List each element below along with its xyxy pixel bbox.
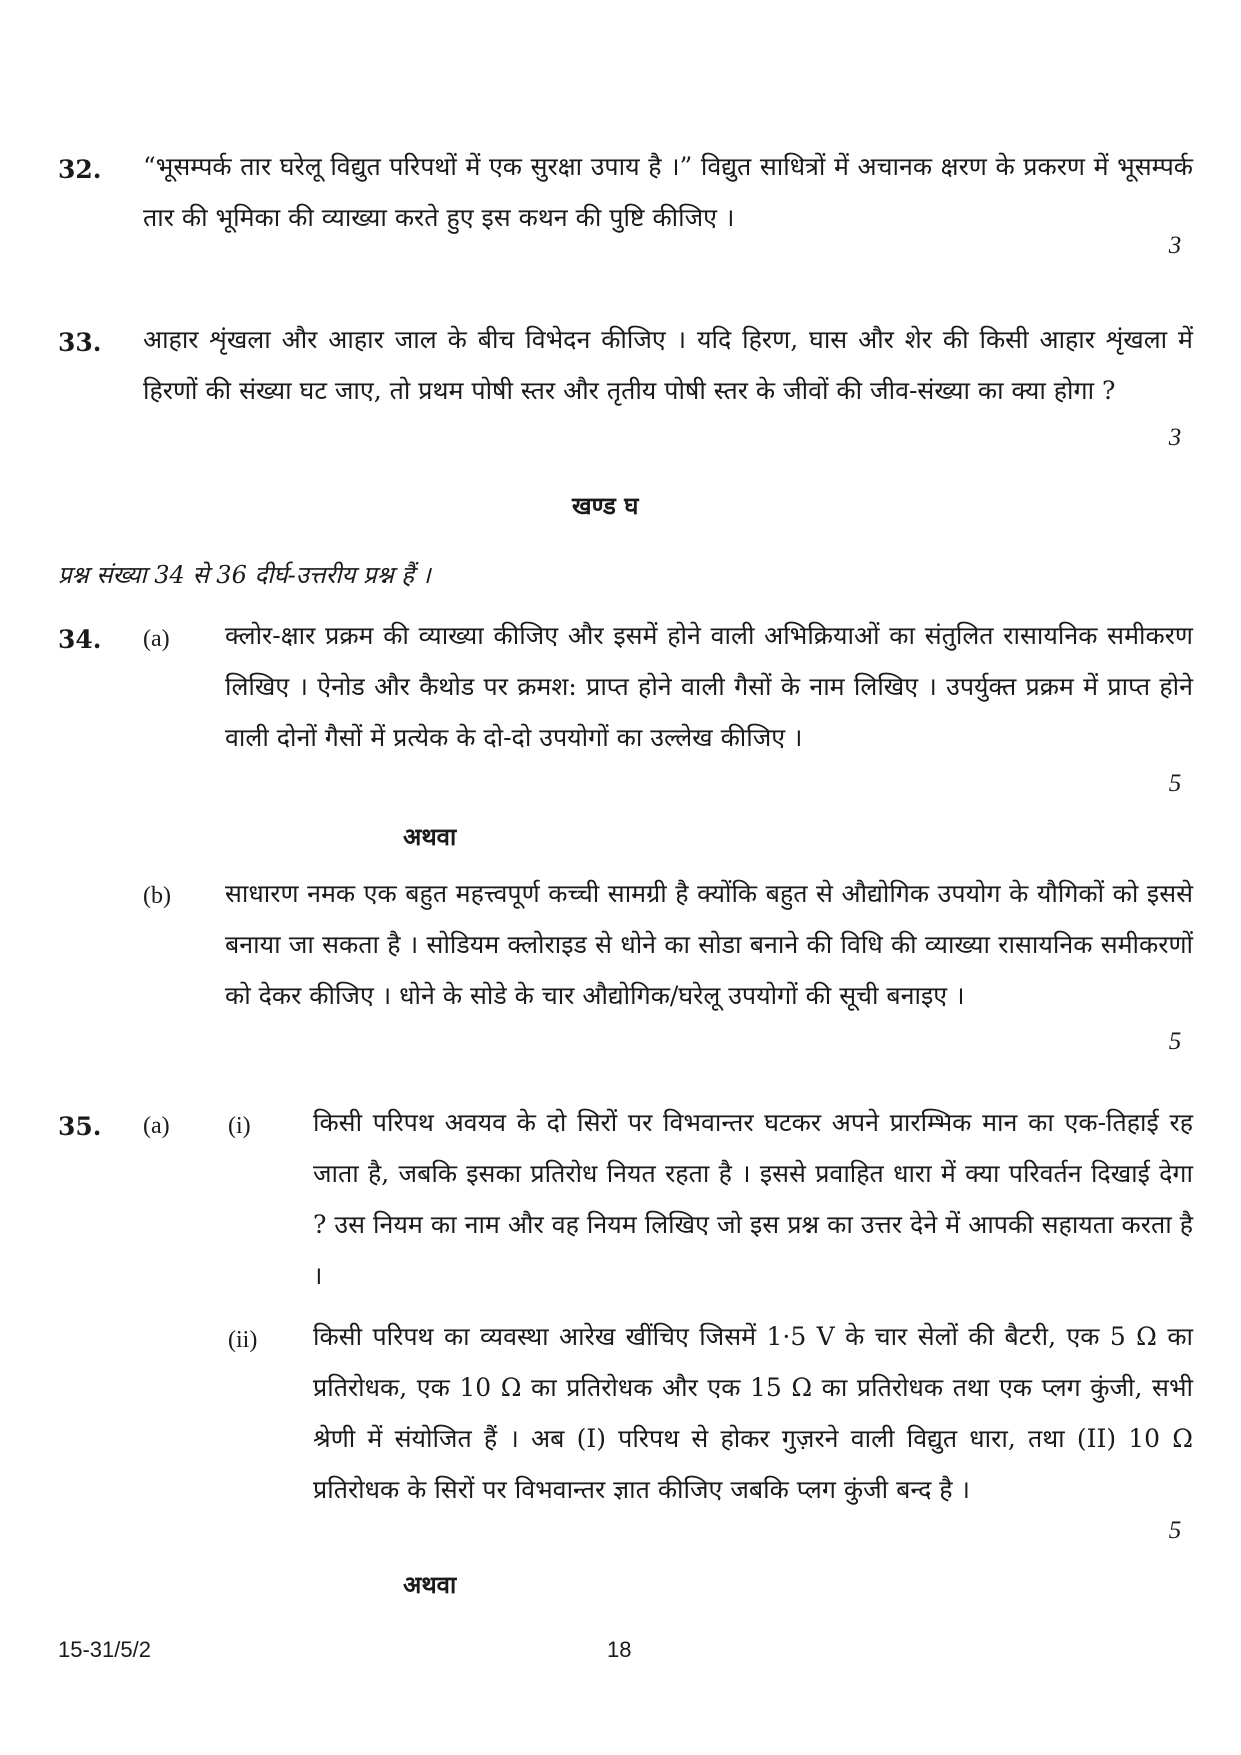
section-title: खण्ड घ [572,491,639,520]
question-35-i-text: किसी परिपथ अवयव के दो सिरों पर विभवान्तर घटकर अपने प्रारम्भिक मान का एक-तिहाई रह जाता है, जबकि इसका प्रतिरोध नियत रहता है । इससे प्रवाहित धारा में क्या परिवर्तन दिखाई देगा ? उस नियम का नाम और वह नियम लिखिए जो इस प्रश्न का उत्तर देने में आपकी सहायता करता है । [313,1108,1193,1290]
question-32-number: 32. [58,155,102,184]
question-35-number: 35. [58,1112,102,1141]
page-number: 18 [607,1637,632,1662]
question-35-ii-text: किसी परिपथ का व्यवस्था आरेख खींचिए जिसमें 1·5 V के चार सेलों की बैटरी, एक 5 Ω का प्रतिरोधक, एक 10 Ω का प्रतिरोधक और एक 15 Ω का प्रतिरोधक तथा एक प्लग कुंजी, सभी श्रेणी में संयोजित हैं । अब (I) परिपथ से होकर गुज़रने वाली विद्युत धारा, तथा (II) 10 Ω प्रतिरोधक के सिरों पर विभवान्तर ज्ञात कीजिए जबकि प्लग कुंजी बन्द है । [313,1322,1193,1504]
question-32-text: “भूसम्पर्क तार घरेलू विद्युत परिपथों में एक सुरक्षा उपाय है ।” विद्युत साधित्रों में अचानक क्षरण के प्रकरण में भूसम्पर्क तार की भूमिका की व्याख्या करते हुए इस कथन की पुष्टि कीजिए । [143,152,1193,232]
question-35-a-label: (a) [143,1113,170,1139]
question-34-a-marks: 5 [1168,770,1182,797]
question-33-marks: 3 [1168,424,1182,451]
question-34-b-marks: 5 [1168,1028,1182,1055]
question-34-a-text: क्लोर-क्षार प्रक्रम की व्याख्या कीजिए और इसमें होने वाली अभिक्रियाओं का संतुलित रासायनिक समीकरण लिखिए । ऐनोड और कैथोड पर क्रमश: प्राप्त होने वाली गैसों के नाम लिखिए । उपर्युक्त प्रक्रम में प्राप्त होने वाली दोनों गैसों में प्रत्येक के दो-दो उपयोगों का उल्लेख कीजिए । [225,621,1193,752]
question-34-or: अथवा [403,822,457,851]
question-35-i-label: (i) [228,1113,251,1139]
question-34-a-label: (a) [143,626,170,652]
paper-code: 15-31/5/2 [58,1637,151,1662]
question-33-number: 33. [58,328,102,357]
question-32-marks: 3 [1168,232,1182,259]
question-35-marks: 5 [1168,1517,1182,1544]
question-35-or: अथवा [403,1570,457,1599]
question-33-text: आहार शृंखला और आहार जाल के बीच विभेदन कीजिए । यदि हिरण, घास और शेर की किसी आहार शृंखला में हिरणों की संख्या घट जाए, तो प्रथम पोषी स्तर और तृतीय पोषी स्तर के जीवों की जीव-संख्या का क्या होगा ? [143,325,1193,405]
question-34-number: 34. [58,625,102,654]
question-34-b-text: साधारण नमक एक बहुत महत्त्वपूर्ण कच्ची सामग्री है क्योंकि बहुत से औद्योगिक उपयोग के यौगिकों को इससे बनाया जा सकता है । सोडियम क्लोराइड से धोने का सोडा बनाने की विधि की व्याख्या रासायनिक समीकरणों को देकर कीजिए । धोने के सोडे के चार औद्योगिक/घरेलू उपयोगों की सूची बनाइए । [225,879,1193,1010]
question-34-b-label: (b) [143,883,171,909]
section-note: प्रश्न संख्या 34 से 36 दीर्घ-उत्तरीय प्रश्न हैं । [58,561,431,589]
question-35-ii-label: (ii) [228,1327,258,1353]
